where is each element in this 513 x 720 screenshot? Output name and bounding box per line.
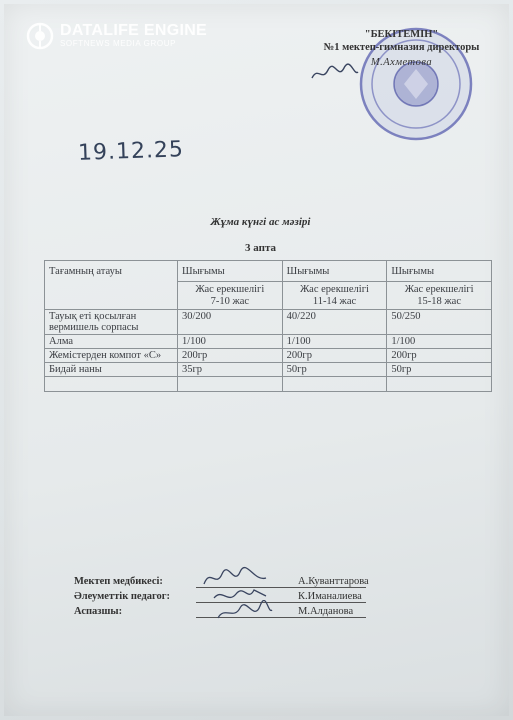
table-row — [45, 310, 492, 335]
watermark-title: DATALIFE ENGINE — [60, 22, 208, 39]
age-label: Жас ерекшелігі — [300, 284, 369, 295]
document-page — [4, 4, 509, 716]
portion-7-10: 200гр — [178, 349, 283, 363]
age-range: 11-14 жас — [312, 296, 357, 307]
age-range: 7-10 жас — [210, 296, 250, 307]
director-signature — [310, 62, 360, 84]
column-header-7-10: Шығымы Жас ерекшелігі 7-10 жас — [178, 261, 283, 310]
portion-11-14: 40/220 — [282, 310, 387, 335]
table-header-row — [45, 261, 492, 310]
signature-name: К.Иманалиева — [298, 591, 362, 602]
portion-15-18: 50/250 — [387, 310, 492, 335]
table-row — [45, 335, 492, 349]
signature-name: А.Куванттарова — [298, 576, 369, 587]
column-header-15-18: Шығымы Жас ерекшелігі 15-18 жас — [387, 261, 492, 310]
age-label: Жас ерекшелігі — [195, 284, 265, 295]
signature-role: Аспазшы: — [74, 606, 123, 617]
cook-signature — [214, 600, 274, 624]
portion-11-14: 1/100 — [282, 335, 387, 349]
signature-role: Мектеп медбикесі: — [74, 576, 163, 587]
dish-name: Алма — [45, 335, 178, 349]
approval-title: "БЕКІТЕМІН" — [364, 29, 439, 40]
dish-name: Бидай наны — [45, 363, 178, 377]
watermark-subtitle: SOFTNEWS MEDIA GROUP — [60, 39, 177, 48]
dish-name: Жемістерден компот «С» — [45, 349, 178, 363]
document-title: Жұма күнгі ас мәзірі — [210, 216, 311, 228]
dish-name: Тауық еті қосылған вермишель сорпасы — [45, 310, 178, 335]
portion-7-10: 1/100 — [178, 335, 283, 349]
approval-signer: М.Ахметова — [370, 57, 433, 68]
portion-7-10: 35гр — [178, 363, 283, 377]
column-header-11-14: Шығымы Жас ерекшелігі 11-14 жас — [282, 261, 387, 310]
approval-position: №1 мектеп-гимназия директоры — [323, 42, 480, 53]
signature-role: Әлеуметтік педагог: — [74, 591, 171, 602]
portion-15-18: 50гр — [387, 363, 492, 377]
table-row-empty — [45, 377, 492, 392]
age-range: 15-18 жас — [417, 296, 461, 307]
portion-15-18: 1/100 — [387, 335, 492, 349]
table-row — [45, 363, 492, 377]
menu-table — [44, 260, 492, 392]
column-header-name: Тағамның атауы — [45, 261, 178, 310]
portion-11-14: 200гр — [282, 349, 387, 363]
portion-15-18: 200гр — [387, 349, 492, 363]
age-label: Жас ерекшелігі — [404, 284, 474, 295]
portion-7-10: 30/200 — [178, 310, 283, 335]
week-label: 3 апта — [245, 242, 276, 254]
signature-name: М.Алданова — [298, 606, 354, 617]
portion-11-14: 50гр — [282, 363, 387, 377]
dle-logo-icon — [26, 22, 54, 50]
watermark — [26, 22, 207, 50]
handwritten-date: 19.12.25 — [77, 137, 185, 166]
table-row — [45, 349, 492, 363]
